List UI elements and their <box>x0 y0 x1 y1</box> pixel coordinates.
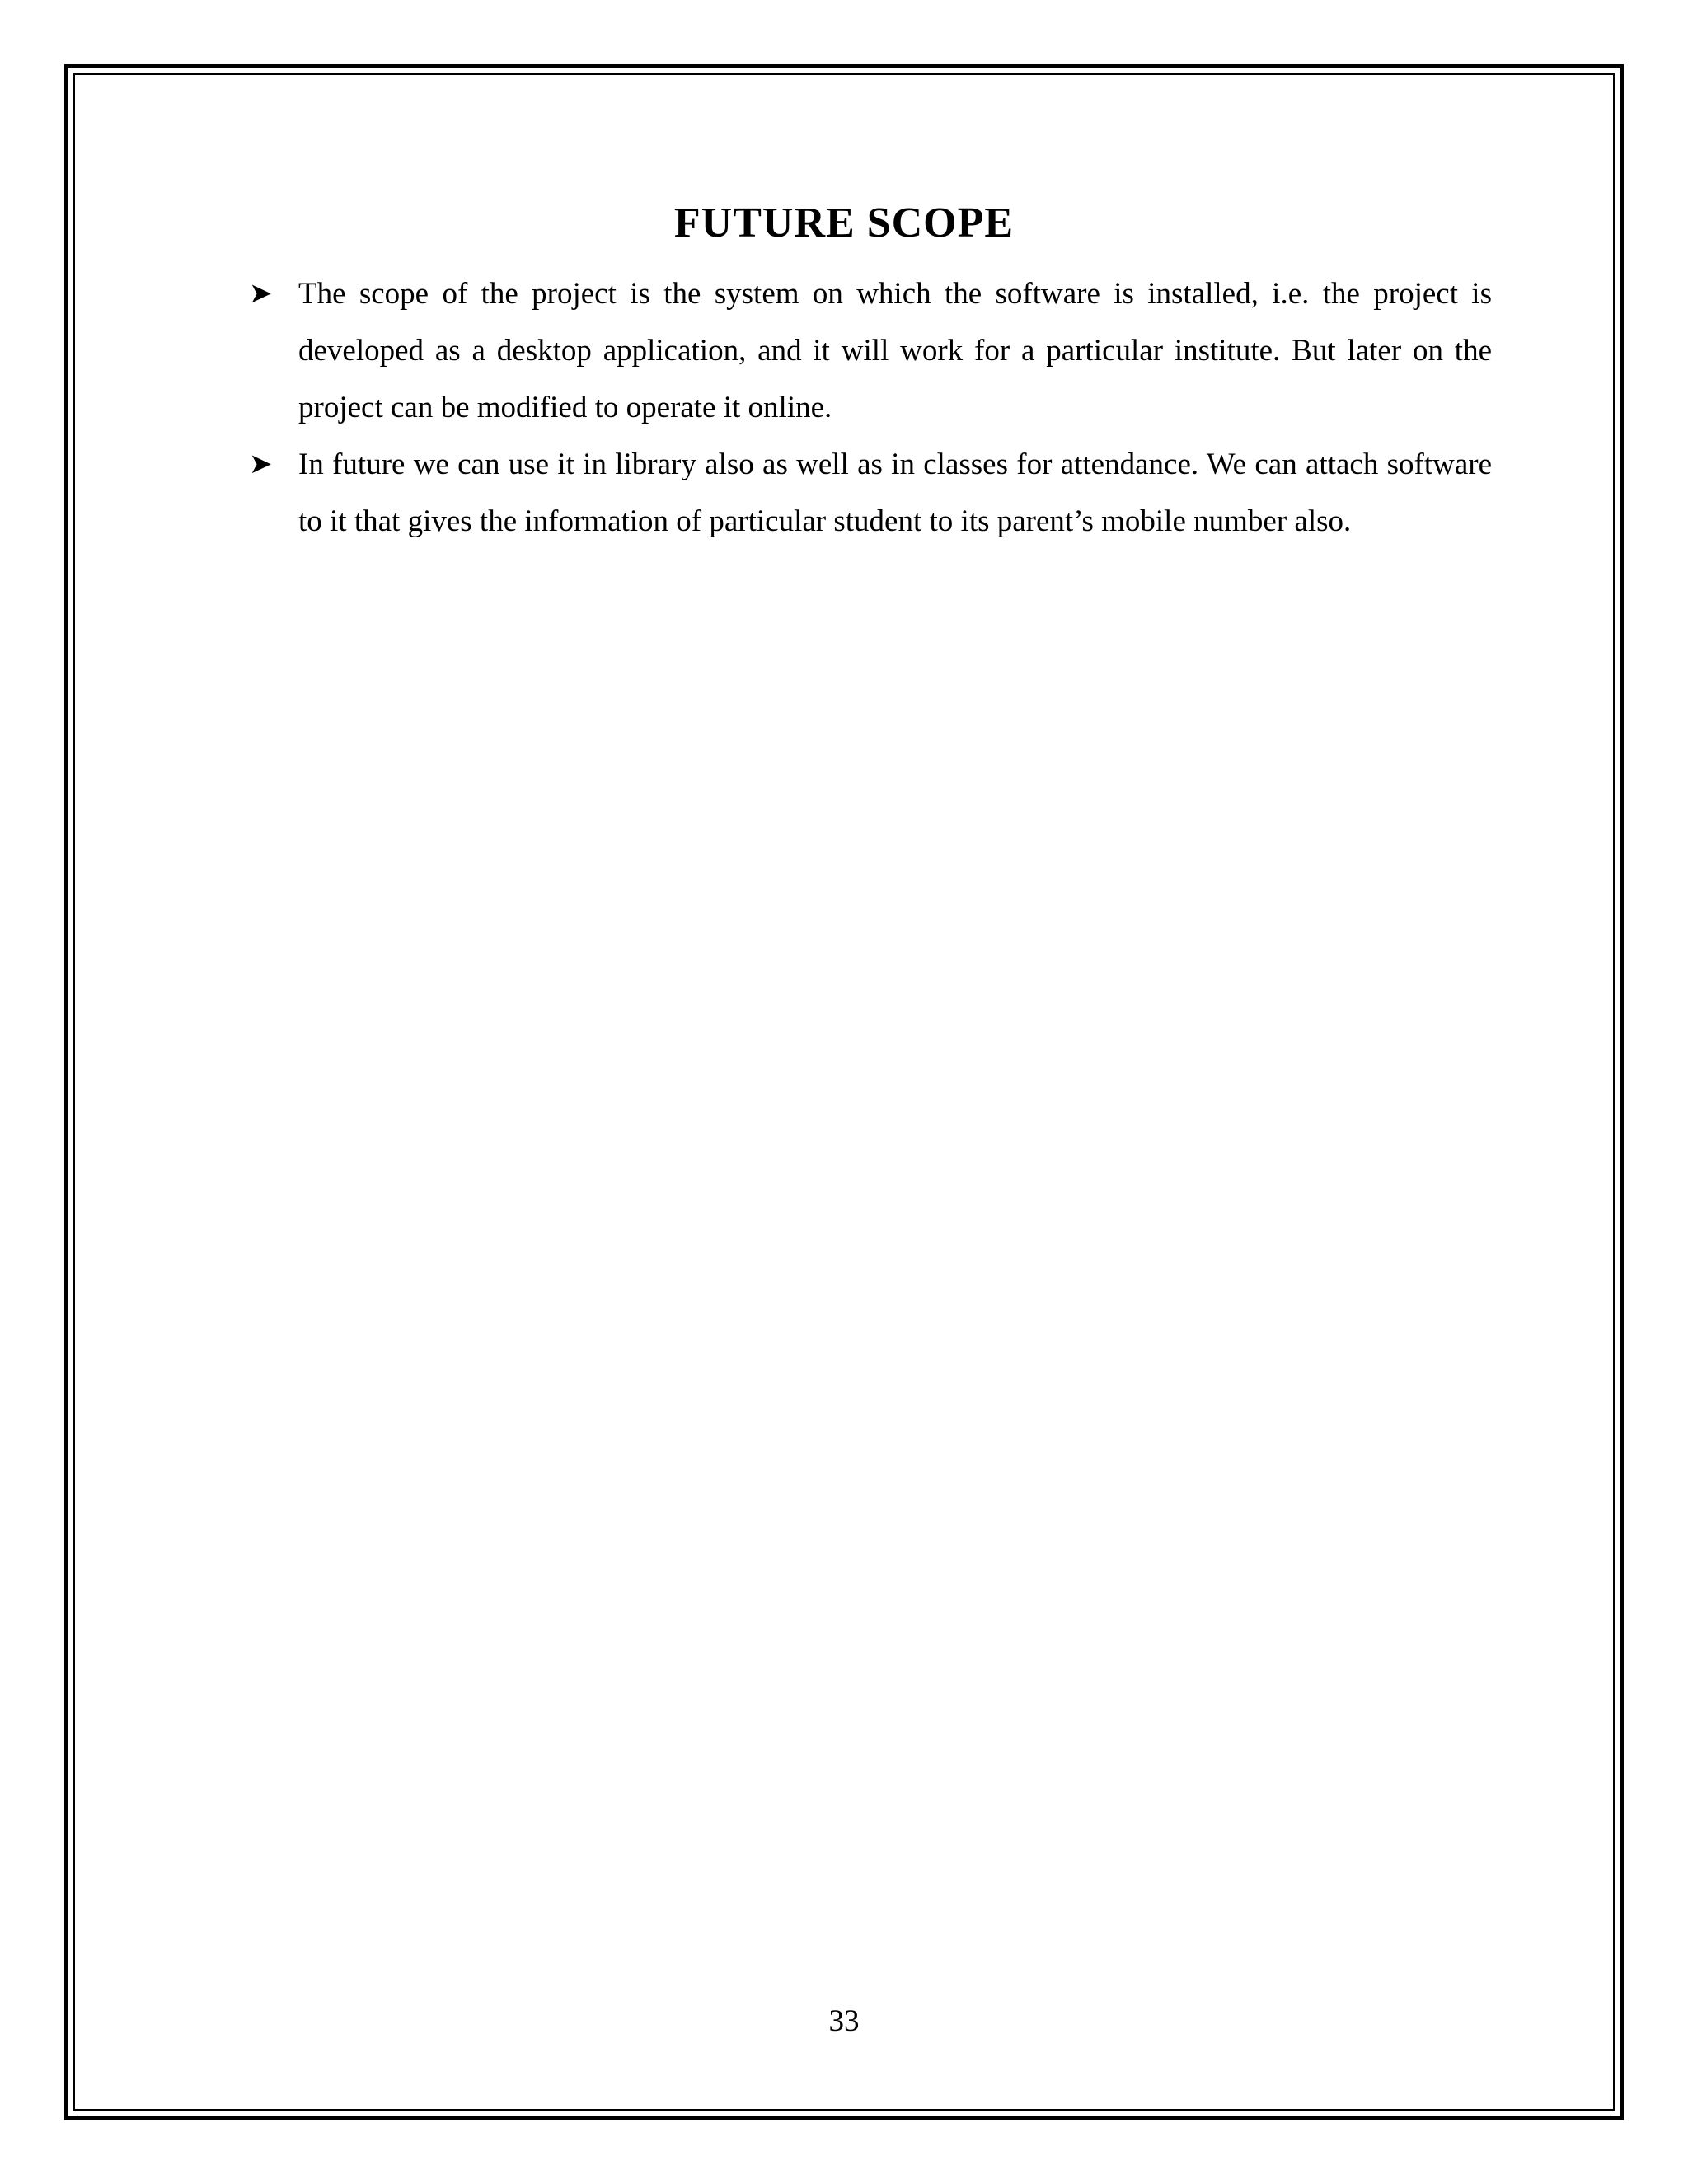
list-item <box>247 265 1492 436</box>
list-item <box>247 436 1492 550</box>
arrowhead-bullet-icon: ➤ <box>249 448 273 480</box>
arrowhead-bullet-icon: ➤ <box>249 277 273 310</box>
bullet-text: In future we can use it in library also as well as in classes for attendance. We can attach software to it that gives the information of particular student to its parent’s mobile number also. <box>298 448 1492 538</box>
bullet-text: The scope of the project is the system on which the software is installed, i.e. the project is developed as a desktop application, and it will work for a particular institute. But later on the project can be modified to operate it online. <box>298 277 1492 424</box>
page-title: FUTURE SCOPE <box>673 199 1015 246</box>
bullet-list <box>247 265 1492 550</box>
page-number: 33 <box>828 2004 860 2038</box>
